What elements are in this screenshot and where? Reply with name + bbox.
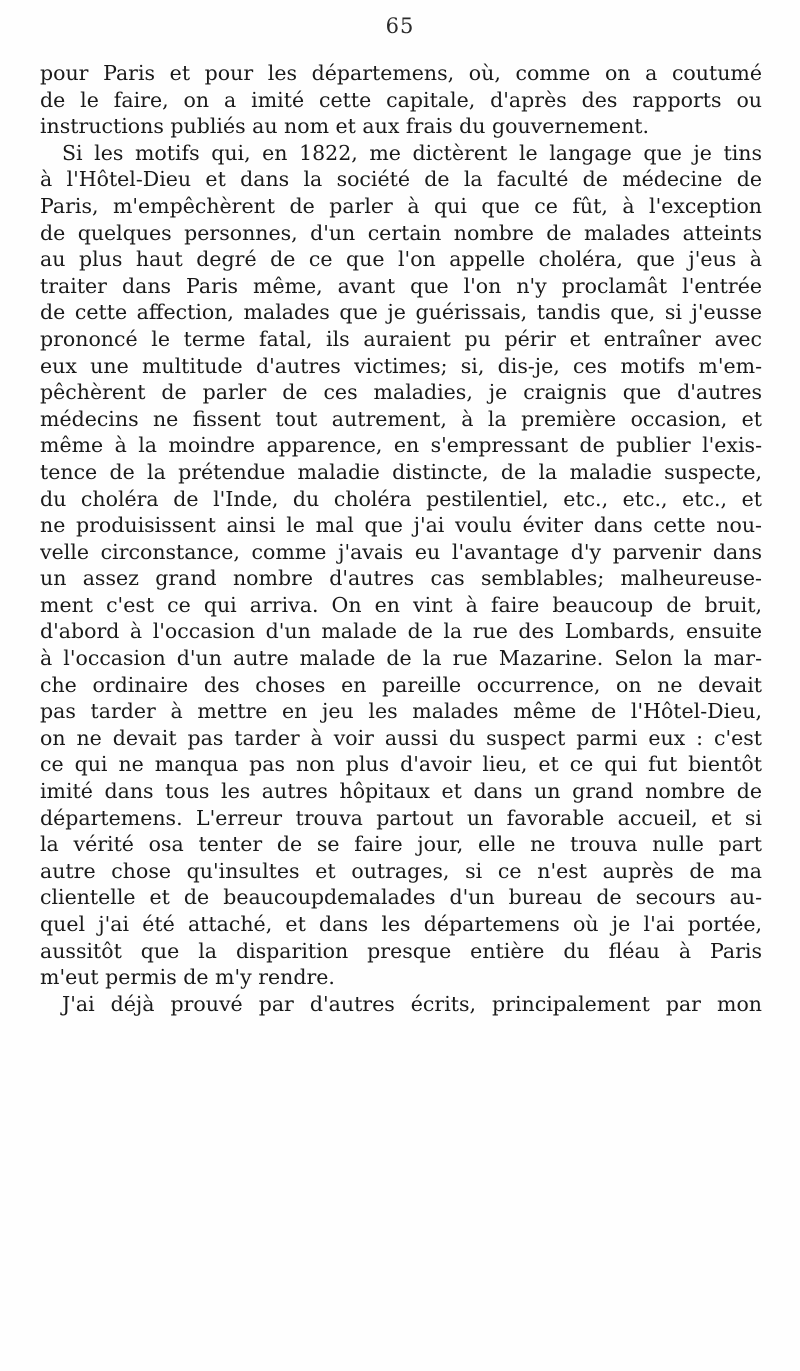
text-line: velle circonstance, comme j'avais eu l'avantage d'y parvenir dans bbox=[40, 539, 762, 564]
text-line: instructions publiés au nom et aux frais du gouvernement. bbox=[40, 114, 650, 139]
text-line: eux une multitude d'autres victimes; si, dis-je, ces motifs m'em- bbox=[40, 353, 762, 378]
text-line: m'eut permis de m'y rendre. bbox=[40, 965, 335, 990]
text-line: ce qui ne manqua pas non plus d'avoir lieu, et ce qui fut bientôt bbox=[40, 752, 762, 777]
text-line: J'ai déjà prouvé par d'autres écrits, principalement par mon bbox=[62, 991, 762, 1016]
text-line: pêchèrent de parler de ces maladies, je craignis que d'autres bbox=[40, 380, 762, 405]
text-line: tence de la prétendue maladie distincte, de la maladie suspecte, bbox=[40, 459, 762, 484]
text-line: clientelle et de beaucoupdemalades d'un bureau de secours au- bbox=[40, 885, 762, 910]
text-line: Paris, m'empêchèrent de parler à qui que ce fût, à l'exception bbox=[40, 193, 762, 218]
body-text bbox=[40, 60, 762, 1017]
page-number: 65 bbox=[385, 14, 415, 38]
text-line: prononcé le terme fatal, ils auraient pu périr et entraîner avec bbox=[40, 326, 762, 351]
text-line: du choléra de l'Inde, du choléra pestilentiel, etc., etc., etc., et bbox=[40, 486, 762, 511]
text-line: un assez grand nombre d'autres cas semblables; malheureuse- bbox=[40, 566, 762, 591]
text-line: aussitôt que la disparition presque entière du fléau à Paris bbox=[40, 938, 762, 963]
text-line: de quelques personnes, d'un certain nombre de malades atteints bbox=[40, 220, 762, 245]
text-line: imité dans tous les autres hôpitaux et dans un grand nombre de bbox=[40, 779, 762, 804]
text-line: de cette affection, malades que je guérissais, tandis que, si j'eusse bbox=[40, 300, 762, 325]
text-line: au plus haut degré de ce que l'on appelle choléra, que j'eus à bbox=[40, 247, 762, 272]
text-line: pour Paris et pour les départemens, où, comme on a coutumé bbox=[40, 61, 762, 85]
text-line: d'abord à l'occasion d'un malade de la rue des Lombards, ensuite bbox=[40, 619, 762, 644]
text-line: ment c'est ce qui arriva. On en vint à faire beaucoup de bruit, bbox=[40, 592, 762, 617]
text-line: Si les motifs qui, en 1822, me dictèrent le langage que je tins bbox=[62, 140, 762, 165]
text-line: de le faire, on a imité cette capitale, d'après des rapports ou bbox=[40, 87, 762, 112]
text-line: même à la moindre apparence, en s'empressant de publier l'exis- bbox=[40, 433, 762, 458]
text-line: pas tarder à mettre en jeu les malades même de l'Hôtel-Dieu, bbox=[40, 699, 762, 724]
text-line: la vérité osa tenter de se faire jour, elle ne trouva nulle part bbox=[40, 832, 762, 857]
text-line: traiter dans Paris même, avant que l'on n'y proclamât l'entrée bbox=[40, 273, 762, 298]
text-line: autre chose qu'insultes et outrages, si ce n'est auprès de ma bbox=[40, 858, 762, 883]
text-line: médecins ne fissent tout autrement, à la première occasion, et bbox=[40, 406, 762, 431]
text-line: ne produisissent ainsi le mal que j'ai voulu éviter dans cette nou- bbox=[40, 513, 762, 538]
text-line: quel j'ai été attaché, et dans les départemens où je l'ai portée, bbox=[40, 912, 762, 936]
text-line: à l'Hôtel-Dieu et dans la société de la faculté de médecine de bbox=[40, 167, 762, 192]
text-line: che ordinaire des choses en pareille occurrence, on ne devait bbox=[40, 672, 762, 697]
text-line: on ne devait pas tarder à voir aussi du suspect parmi eux : c'est bbox=[40, 725, 762, 750]
text-line: départemens. L'erreur trouva partout un favorable accueil, et si bbox=[40, 805, 762, 830]
text-line: à l'occasion d'un autre malade de la rue Mazarine. Selon la mar- bbox=[40, 646, 762, 671]
